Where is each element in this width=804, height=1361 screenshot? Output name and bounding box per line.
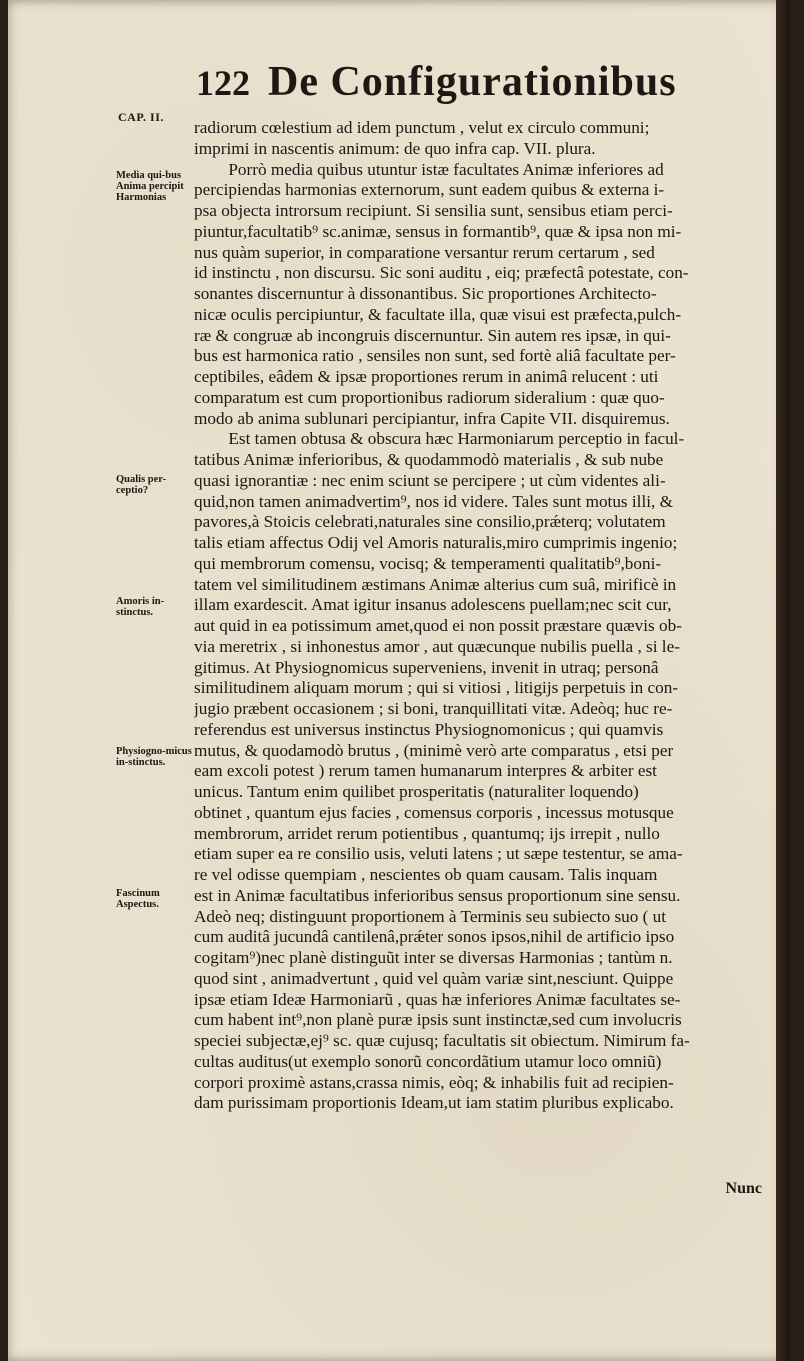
- text-line: quid,non tamen animadvertim⁹, nos id videre. Tales sunt motus illi, &: [194, 491, 673, 511]
- text-line: gitimus. At Physiognomicus superveniens, invenit in utraq; personâ: [194, 657, 659, 677]
- text-line: modo ab anima sublunari percipiantur, infra Capite VII. disquiremus.: [194, 408, 670, 428]
- text-line: piuntur,facultatib⁹ sc.animæ, sensus in formantib⁹, quæ & ipsa non mi-: [194, 221, 682, 241]
- text-line: est in Animæ facultatibus inferioribus sensus proportionum sine sensu.: [194, 885, 681, 905]
- text-line: psa objecta introrsum recipiunt. Si sensilia sunt, sensibus etiam perci-: [194, 201, 673, 220]
- text-line: cum habent int⁹,non planè puræ ipsis sunt instinctæ,sed cum involucris: [194, 1010, 682, 1030]
- text-line: nus quàm superior, in comparatione versantur rerum certarum , sed: [194, 242, 655, 262]
- margin-note: Physiogno-micus in-stinctus.: [116, 746, 192, 768]
- page-header: [196, 58, 756, 108]
- text-line: Est tamen obtusa & obscura hæc Harmoniarum perceptio in facul-: [194, 429, 685, 449]
- text-line: id instinctu , non discursu. Sic soni auditu , eiq; præfectâ potestate, con-: [194, 263, 689, 283]
- page-gutter-shadow: [776, 0, 790, 1361]
- text-line: imprimi in nascentis animum: de quo infra cap. VII. plura.: [194, 138, 596, 158]
- text-line: unicus. Tantum enim quilibet prosperitatis (naturaliter loquendo): [194, 782, 639, 801]
- text-line: eam excoli potest ) rerum tamen humanarum interpres & arbiter est: [194, 761, 657, 781]
- chapter-label: CAP. II.: [118, 110, 164, 124]
- text-line: comparatum est cum proportionibus radiorum sideralium : quæ quo-: [194, 387, 665, 407]
- text-line: similitudinem aliquam morum ; qui si vitiosi , litigijs perpetuis in con-: [194, 678, 679, 698]
- text-line: tatibus Animæ inferioribus, & quodammodò materialis , & sub nube: [194, 450, 664, 469]
- text-line: nicæ oculis percipiuntur, & facultate illa, quæ visui est præfecta,pulch-: [194, 304, 682, 324]
- page-number: 122: [196, 63, 250, 103]
- catchword: Nunc: [725, 1180, 762, 1197]
- text-line: tatem vel similitudinem æstimans Animæ alterius cum suâ, mirificè in: [194, 574, 677, 594]
- text-line: quasi ignorantiæ : nec enim sciunt se percipere ; ut cùm videntes ali-: [194, 470, 666, 490]
- text-line: cum auditâ jucundâ cantilenâ,prǽter sonos ipsos,nihil de artificio ipso: [194, 927, 675, 947]
- margin-note: Amoris in-stinctus.: [116, 596, 165, 618]
- text-line: percipiendas harmonias externorum, sunt eadem quibus & externa i-: [194, 180, 665, 200]
- text-line: Adeò neq; distinguunt proportionem à Terminis seu subiecto suo ( ut: [194, 906, 667, 926]
- text-line: qui membrorum comensu, vocisq; & temperamenti qualitatib⁹,boni-: [194, 553, 662, 573]
- text-line: membrorum, arridet rerum potientibus , quantumq; ijs irrepit , nullo: [194, 823, 660, 843]
- text-line: obtinet , quantum ejus facies , comensus corporis , incessus motusque: [194, 802, 674, 822]
- text-line: dam purissimam proportionis Ideam,ut iam statim pluribus explicabo.: [194, 1093, 674, 1113]
- text-line: pavores,à Stoicis celebrati,naturales sine consilio,prǽterq; volutatem: [194, 512, 666, 532]
- text-line: bus est harmonica ratio , sensiles non sunt, sed fortè aliâ facultate per-: [194, 346, 676, 366]
- main-text: [194, 118, 788, 1114]
- text-line: mutus, & quodamodò brutus , (minimè verò arte comparatus , etsi per: [194, 740, 674, 760]
- book-page: [8, 0, 790, 1361]
- text-line: cultas auditus(ut exemplo sonorũ concordãtium utamur loco omniũ): [194, 1051, 662, 1071]
- text-line: speciei subjectæ,ej⁹ sc. quæ cujusq; facultatis sit obiectum. Nimirum fa-: [194, 1031, 690, 1050]
- text-line: ipsæ etiam Ideæ Harmoniarũ , quas hæ inferiores Animæ facultates se-: [194, 989, 681, 1009]
- text-line: sonantes discernuntur à dissonantibus. Sic proportiones Architecto-: [194, 284, 657, 303]
- text-line: Porrò media quibus utuntur istæ facultates Animæ inferiores ad: [194, 159, 664, 179]
- margin-note: Qualis per-ceptio?: [116, 474, 167, 496]
- text-line: referendus est universus instinctus Physiognomonicus ; qui quamvis: [194, 719, 664, 739]
- text-line: via meretrix , si inhonestus amor , aut quæcunque nubilis puella , si le-: [194, 636, 680, 656]
- text-line: etiam super ea re consilio usis, veluti latens ; ut sæpe testentur, se ama-: [194, 844, 683, 864]
- text-line: ceptibiles, eâdem & ipsæ proportiones rerum in animâ relucent : uti: [194, 367, 659, 386]
- text-line: radiorum cœlestium ad idem punctum , velut ex circulo communi;: [194, 118, 650, 137]
- margin-note: Fascinum Aspectus.: [116, 888, 160, 910]
- text-line: jugio præbent occasionem ; si boni, tranquillitati vitæ. Adeòq; huc re-: [194, 699, 673, 718]
- text-line: cogitam⁹)nec planè distinguũt inter se diversas Harmonias ; tantùm n.: [194, 948, 673, 967]
- running-title: De Configurationibus: [268, 59, 677, 105]
- margin-note: Media qui-bus Anima percipit Harmonias: [116, 170, 184, 203]
- text-line: talis etiam affectus Odij vel Amoris naturalis,miro cumprimis ingenio;: [194, 533, 678, 552]
- text-line: illam exardescit. Amat igitur insanus adolescens puellam;nec scit cur,: [194, 595, 672, 615]
- text-line: re vel odisse quempiam , nescientes ob quam causam. Talis inquam: [194, 865, 658, 884]
- text-line: corpori proximè astans,crassa nimis, eòq; & inhabilis fuit ad recipien-: [194, 1072, 674, 1092]
- text-line: aut quid in ea potissimum amet,quod ei non possit præstare quævis ob-: [194, 616, 682, 635]
- text-line: quod sint , animadvertunt , quid vel quàm variæ sint,nesciunt. Quippe: [194, 968, 674, 988]
- text-line: ræ & congruæ ab incongruis discernuntur. Sin autem res ipsæ, in qui-: [194, 325, 671, 345]
